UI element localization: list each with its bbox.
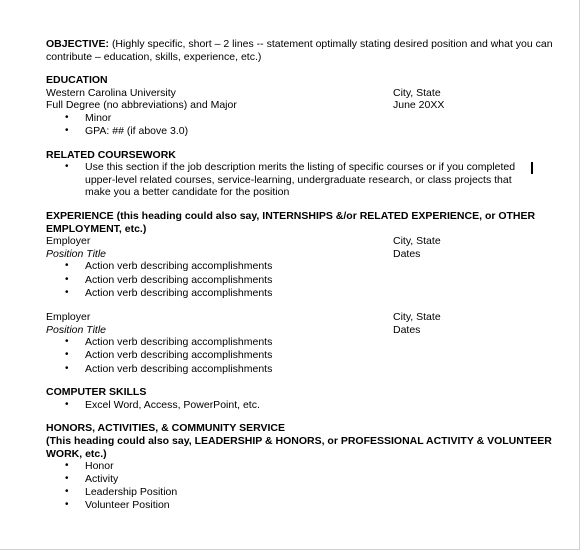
experience-section — [46, 210, 556, 375]
list-item: • Use this section if the job description merits the listing of specific courses or if you completed upper-level related courses, service-learning, undergraduate research, or class projects that make you a better candidate for the position — [85, 161, 537, 199]
education-section — [46, 74, 556, 137]
objective-label: OBJECTIVE: — [46, 38, 110, 50]
text-cursor — [531, 162, 533, 174]
skills-bullets — [46, 399, 556, 412]
coursework-heading: RELATED COURSEWORK — [46, 148, 176, 161]
list-item: • Action verb describing accomplishments — [85, 287, 556, 300]
job-bullets — [46, 260, 556, 299]
education-degree: Full Degree (no abbreviations) and Major — [46, 99, 237, 112]
job-title: Position Title — [46, 247, 107, 260]
education-degree-row — [46, 99, 556, 112]
experience-job — [46, 235, 556, 299]
list-item: • Action verb describing accomplishments — [85, 349, 556, 362]
education-location: City, State — [393, 86, 441, 99]
honors-bullets — [46, 460, 556, 512]
job-bullets — [46, 336, 556, 375]
skills-section — [46, 386, 556, 411]
list-item: • Action verb describing accomplishments — [85, 274, 556, 287]
job-location: City, State — [393, 235, 441, 248]
list-item: • Leadership Position — [85, 486, 556, 499]
resume-content — [46, 38, 556, 523]
list-item: • Minor — [85, 112, 556, 125]
list-item: • Excel Word, Access, PowerPoint, etc. — [85, 399, 556, 412]
experience-heading: EXPERIENCE (this heading could also say, INTERNSHIPS &/or RELATED EXPERIENCE, or OTHER EMPLOYMENT, etc.) — [46, 210, 536, 235]
list-item: • Volunteer Position — [85, 499, 556, 512]
job-title: Position Title — [46, 323, 107, 336]
education-date: June 20XX — [393, 99, 445, 112]
job-dates: Dates — [393, 247, 421, 260]
job-employer: Employer — [46, 311, 91, 324]
list-item: • Activity — [85, 473, 556, 486]
list-item: • Action verb describing accomplishments — [85, 363, 556, 376]
coursework-bullets — [46, 161, 556, 199]
coursework-section — [46, 149, 556, 199]
skills-heading: COMPUTER SKILLS — [46, 386, 147, 399]
list-item: • GPA: ## (if above 3.0) — [85, 125, 556, 138]
honors-section — [46, 422, 556, 512]
education-bullets — [46, 112, 556, 138]
list-item: • Honor — [85, 460, 556, 473]
list-item: • Action verb describing accomplishments — [85, 260, 556, 273]
education-school: Western Carolina University — [46, 86, 176, 99]
job-dates: Dates — [393, 323, 421, 336]
objective-section — [46, 38, 556, 63]
education-heading: EDUCATION — [46, 74, 108, 87]
job-employer: Employer — [46, 235, 91, 248]
list-item: • Action verb describing accomplishments — [85, 336, 556, 349]
honors-heading: HONORS, ACTIVITIES, & COMMUNITY SERVICE — [46, 422, 285, 435]
education-school-row — [46, 87, 556, 100]
honors-subheading: (This heading could also say, LEADERSHIP & HONORS, or PROFESSIONAL ACTIVITY & VOLUNTEER WORK, etc.) — [46, 434, 552, 460]
objective-text: (Highly specific, short – 2 lines -- statement optimally stating desired position and what you can contribute – education, skills, experience, etc.) — [46, 38, 553, 63]
experience-job — [46, 311, 556, 375]
job-location: City, State — [393, 311, 441, 324]
